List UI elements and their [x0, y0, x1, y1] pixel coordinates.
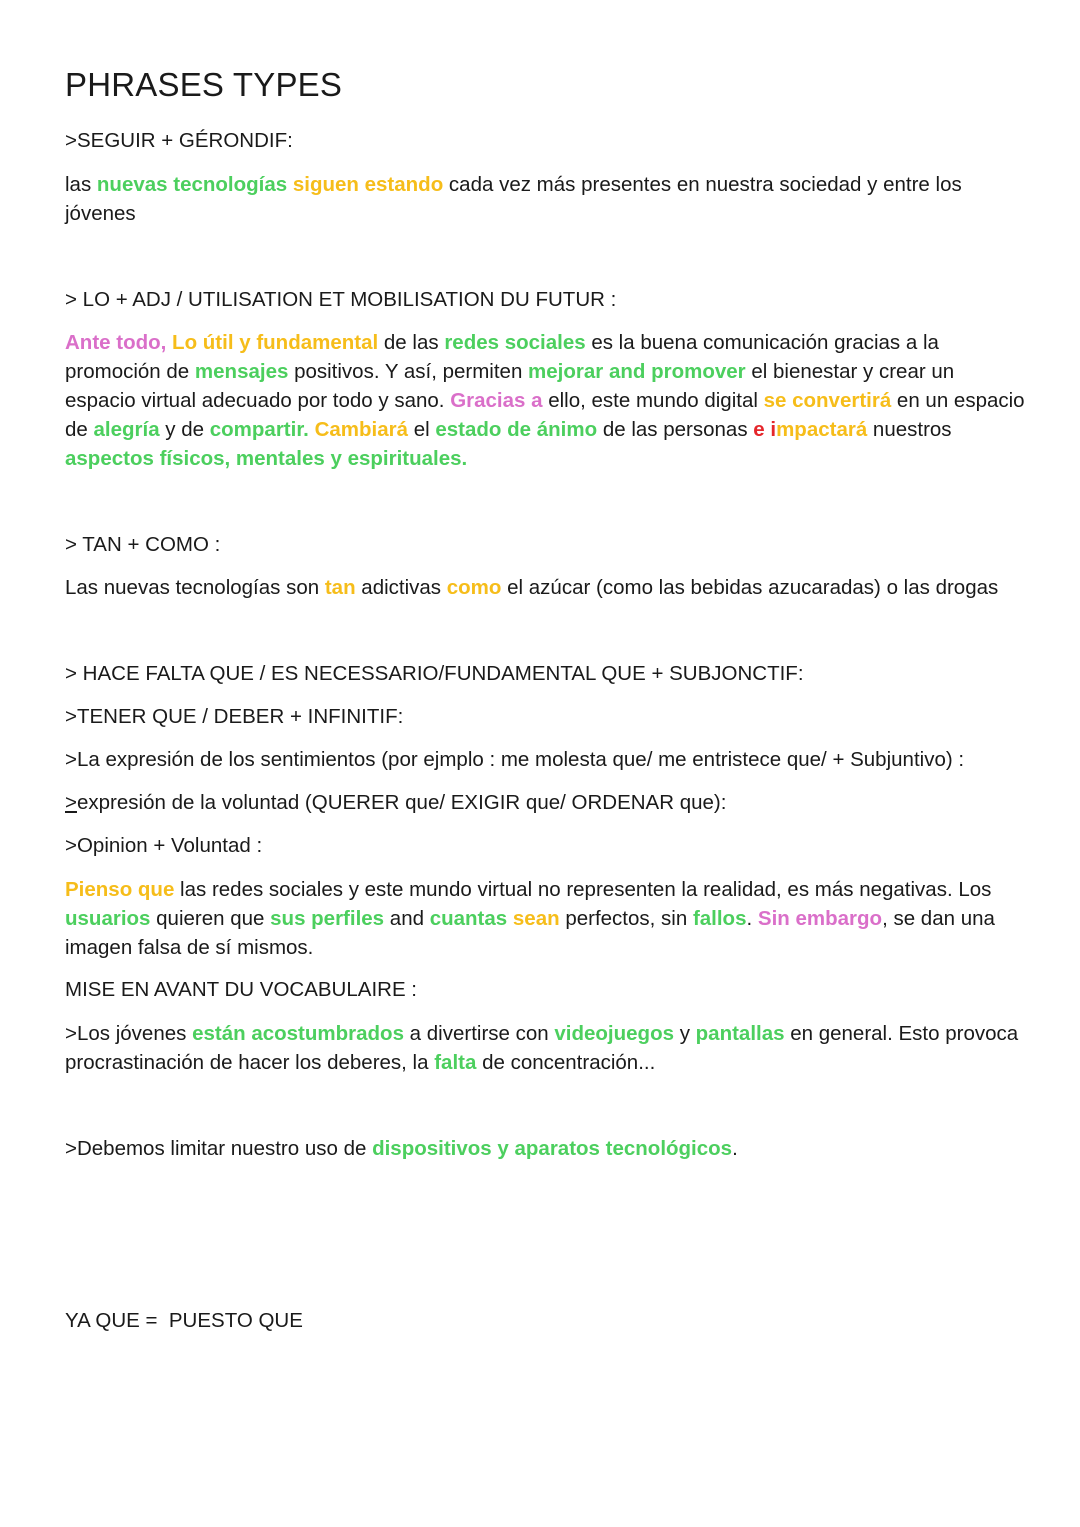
heading-tener-que: >TENER QUE / DEBER + INFINITIF:: [65, 705, 404, 728]
highlight-green: mejorar and promover: [528, 360, 746, 383]
text-run: y: [674, 1022, 696, 1045]
text-run: y de: [159, 418, 210, 441]
highlight-yellow: se convertirá: [763, 389, 892, 412]
text-run: las redes sociales y este mundo virtual no representen la realidad, es más negativas. Los: [174, 878, 992, 901]
heading-seguir-gerondif: >SEGUIR + GÉRONDIF:: [65, 129, 293, 152]
heading-vocabulaire: MISE EN AVANT DU VOCABULAIRE :: [65, 978, 418, 1001]
highlight-yellow: como: [446, 576, 502, 599]
highlight-green: redes sociales: [444, 331, 586, 354]
text-run: expresión de la voluntad (QUERER que/ EXIGIR que/ ORDENAR que):: [76, 791, 727, 814]
text-run: en general. Esto provoca procrastinación de hacer los deberes, la: [65, 1022, 1019, 1074]
heading-voluntad: [65, 788, 726, 817]
text-run: >Debemos limitar nuestro uso de: [65, 1137, 373, 1160]
highlight-green: videojuegos: [554, 1022, 674, 1045]
text-run: quieren que: [150, 907, 271, 930]
text-run: >Los jóvenes: [65, 1022, 193, 1045]
text-run: el azúcar (como las bebidas azucaradas) o las drogas: [501, 576, 999, 599]
text-run: en un espacio de: [65, 389, 1025, 441]
highlight-green: nuevas tecnologías: [96, 173, 288, 196]
highlight-green: cuantas: [429, 907, 508, 930]
heading-lo-adj-futur: > LO + ADJ / UTILISATION ET MOBILISATION DU FUTUR :: [65, 288, 617, 311]
text-run: es la buena comunicación gracias a la promoción de: [65, 331, 939, 383]
highlight-green: usuarios: [65, 907, 151, 930]
highlight-green: estado de ánimo: [435, 418, 598, 441]
text-run: a divertirse con: [403, 1022, 555, 1045]
example-tan-como: [65, 573, 998, 602]
underlined-marker: >: [65, 791, 77, 814]
heading-tan-como: > TAN + COMO :: [65, 533, 221, 556]
highlight-green: mensajes: [194, 360, 289, 383]
example-opinion: [65, 875, 1025, 962]
example-vocabulaire-1: [65, 1019, 1025, 1077]
heading-hace-falta: > HACE FALTA QUE / ES NECESSARIO/FUNDAMENTAL QUE + SUBJONCTIF:: [65, 662, 804, 685]
highlight-pink: Ante todo,: [65, 331, 167, 354]
text-run: perfectos, sin: [559, 907, 693, 930]
text-run: , se dan una imagen falsa de sí mismos.: [65, 907, 995, 959]
heading-opinion-voluntad: >Opinion + Voluntad :: [65, 834, 263, 857]
highlight-green: falta: [434, 1051, 477, 1074]
text-run: adictivas: [355, 576, 447, 599]
text-run: de concentración...: [476, 1051, 656, 1074]
text-run: el bienestar y crear un espacio virtual adecuado por todo y sano.: [65, 360, 955, 412]
highlight-pink: Sin embargo: [757, 907, 883, 930]
text-run: Las nuevas tecnologías son: [65, 576, 325, 599]
text-run: .: [746, 907, 758, 930]
example-vocabulaire-2: [65, 1134, 738, 1163]
text-run: .: [732, 1137, 738, 1160]
highlight-red: e i: [753, 418, 777, 441]
highlight-green: sus perfiles: [270, 907, 385, 930]
highlight-green: compartir.: [209, 418, 309, 441]
text-run: de las personas: [597, 418, 754, 441]
text-run: nuestros: [867, 418, 952, 441]
text-run: and: [384, 907, 430, 930]
highlight-green: pantallas: [695, 1022, 785, 1045]
text-run: ello, este mundo digital: [542, 389, 764, 412]
text-run: positivos. Y así, permiten: [288, 360, 529, 383]
highlight-yellow: siguen estando: [292, 173, 444, 196]
heading-sentimientos: >La expresión de los sentimientos (por ejmplo : me molesta que/ me entristece que/ + Subjuntivo) :: [65, 748, 965, 771]
text-run: cada vez más presentes en nuestra sociedad y entre los jóvenes: [65, 173, 962, 225]
page-title: PHRASES TYPES: [65, 66, 343, 103]
highlight-yellow: mpactará: [776, 418, 868, 441]
highlight-yellow: Pienso que: [65, 878, 175, 901]
highlight-yellow: Cambiará: [314, 418, 409, 441]
highlight-green: fallos: [692, 907, 747, 930]
text-run: el: [408, 418, 436, 441]
ya-que-equivalence: YA QUE = PUESTO QUE: [65, 1309, 303, 1332]
highlight-green: aspectos físicos, mentales y espirituales.: [65, 447, 468, 470]
text-run: de las: [378, 331, 445, 354]
highlight-yellow: tan: [324, 576, 356, 599]
example-lo-adj: [65, 328, 1025, 473]
highlight-green: están acostumbrados: [192, 1022, 404, 1045]
text-run: las: [65, 173, 97, 196]
highlight-green: alegría: [93, 418, 160, 441]
highlight-green: dispositivos y aparatos tecnológicos: [372, 1137, 733, 1160]
highlight-pink: Gracias a: [450, 389, 543, 412]
example-seguir: [65, 170, 1025, 228]
highlight-yellow: Lo útil y fundamental: [172, 331, 379, 354]
highlight-yellow: sean: [512, 907, 560, 930]
